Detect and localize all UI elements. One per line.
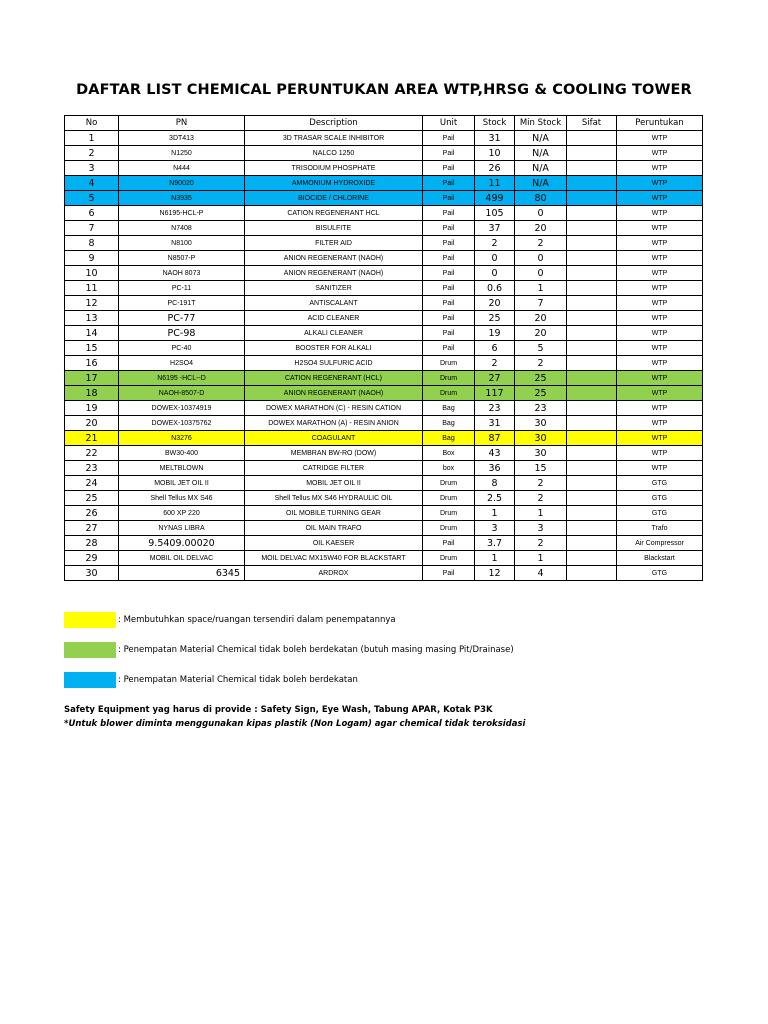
cell-unit: Pail: [423, 161, 475, 176]
cell-peruntukan: WTP: [617, 416, 703, 431]
cell-description: 3D TRASAR SCALE INHIBITOR: [245, 131, 423, 146]
cell-no: 18: [65, 386, 119, 401]
cell-description: ANTISCALANT: [245, 296, 423, 311]
cell-description: BISULFITE: [245, 221, 423, 236]
cell-min-stock: 3: [515, 521, 567, 536]
cell-unit: Bag: [423, 431, 475, 446]
cell-peruntukan: Trafo: [617, 521, 703, 536]
table-row: [65, 296, 703, 311]
cell-stock: 0: [475, 266, 515, 281]
cell-peruntukan: WTP: [617, 251, 703, 266]
header-unit: Unit: [423, 116, 475, 131]
cell-no: 16: [65, 356, 119, 371]
cell-stock: 1: [475, 551, 515, 566]
cell-min-stock: 20: [515, 326, 567, 341]
cell-stock: 37: [475, 221, 515, 236]
cell-unit: Pail: [423, 566, 475, 581]
cell-stock: 11: [475, 176, 515, 191]
table-row: [65, 176, 703, 191]
cell-min-stock: 15: [515, 461, 567, 476]
cell-peruntukan: Blackstart: [617, 551, 703, 566]
cell-sifat: [567, 506, 617, 521]
cell-unit: Pail: [423, 311, 475, 326]
cell-min-stock: 0: [515, 206, 567, 221]
cell-peruntukan: WTP: [617, 296, 703, 311]
cell-pn: BW30-400: [119, 446, 245, 461]
table-row: [65, 401, 703, 416]
cell-description: ALKALI CLEANER: [245, 326, 423, 341]
table-row: [65, 131, 703, 146]
cell-no: 10: [65, 266, 119, 281]
cell-min-stock: 23: [515, 401, 567, 416]
table-row: [65, 551, 703, 566]
cell-pn: Shell Tellus MX S46: [119, 491, 245, 506]
cell-no: 26: [65, 506, 119, 521]
cell-sifat: [567, 131, 617, 146]
cell-unit: Drum: [423, 386, 475, 401]
header-stock: Stock: [475, 116, 515, 131]
cell-stock: 25: [475, 311, 515, 326]
cell-no: 1: [65, 131, 119, 146]
cell-no: 30: [65, 566, 119, 581]
table-row: [65, 416, 703, 431]
cell-unit: Pail: [423, 206, 475, 221]
cell-description: ANION REGENERANT (NAOH): [245, 386, 423, 401]
cell-description: MOBIL JET OIL II: [245, 476, 423, 491]
cell-description: DOWEX MARATHON (A) - RESIN ANION: [245, 416, 423, 431]
table-row: [65, 146, 703, 161]
table-row: [65, 491, 703, 506]
cell-min-stock: 1: [515, 506, 567, 521]
cell-pn: MOBIL OIL DELVAC: [119, 551, 245, 566]
cell-unit: Box: [423, 446, 475, 461]
cell-peruntukan: WTP: [617, 131, 703, 146]
cell-pn: N3276: [119, 431, 245, 446]
cell-no: 5: [65, 191, 119, 206]
cell-sifat: [567, 296, 617, 311]
cell-no: 3: [65, 161, 119, 176]
table-row: [65, 236, 703, 251]
cell-peruntukan: WTP: [617, 206, 703, 221]
legend-swatch: [64, 612, 116, 628]
header-min-stock: Min Stock: [515, 116, 567, 131]
cell-min-stock: 0: [515, 266, 567, 281]
cell-unit: Drum: [423, 551, 475, 566]
cell-min-stock: N/A: [515, 146, 567, 161]
cell-no: 15: [65, 341, 119, 356]
cell-sifat: [567, 431, 617, 446]
cell-description: OIL KAESER: [245, 536, 423, 551]
cell-description: TRISODIUM PHOSPHATE: [245, 161, 423, 176]
cell-description: MOIL DELVAC MX15W40 FOR BLACKSTART: [245, 551, 423, 566]
cell-unit: Pail: [423, 236, 475, 251]
table-row: [65, 251, 703, 266]
cell-peruntukan: WTP: [617, 311, 703, 326]
cell-description: NALCO 1250: [245, 146, 423, 161]
cell-stock: 3: [475, 521, 515, 536]
cell-stock: 8: [475, 476, 515, 491]
cell-description: CATION REGENERANT (HCL): [245, 371, 423, 386]
cell-min-stock: 20: [515, 221, 567, 236]
cell-min-stock: 1: [515, 551, 567, 566]
table-row: [65, 221, 703, 236]
cell-no: 9: [65, 251, 119, 266]
legend-swatch: [64, 642, 116, 658]
cell-sifat: [567, 521, 617, 536]
cell-peruntukan: Air Compressor: [617, 536, 703, 551]
table-row: [65, 386, 703, 401]
cell-peruntukan: WTP: [617, 431, 703, 446]
table-row: [65, 356, 703, 371]
cell-no: 22: [65, 446, 119, 461]
cell-stock: 19: [475, 326, 515, 341]
cell-stock: 499: [475, 191, 515, 206]
cell-peruntukan: WTP: [617, 266, 703, 281]
table-row: [65, 341, 703, 356]
cell-pn: 3DT413: [119, 131, 245, 146]
cell-sifat: [567, 311, 617, 326]
cell-sifat: [567, 281, 617, 296]
cell-no: 11: [65, 281, 119, 296]
cell-stock: 87: [475, 431, 515, 446]
cell-pn: 6345: [119, 566, 245, 581]
cell-min-stock: 2: [515, 476, 567, 491]
cell-sifat: [567, 221, 617, 236]
table-row: [65, 476, 703, 491]
cell-min-stock: 30: [515, 431, 567, 446]
cell-peruntukan: WTP: [617, 161, 703, 176]
cell-no: 4: [65, 176, 119, 191]
cell-sifat: [567, 566, 617, 581]
cell-sifat: [567, 491, 617, 506]
table-row: [65, 266, 703, 281]
cell-pn: NAOH-8507-D: [119, 386, 245, 401]
cell-pn: MELTBLOWN: [119, 461, 245, 476]
cell-sifat: [567, 236, 617, 251]
cell-pn: PC-11: [119, 281, 245, 296]
cell-no: 24: [65, 476, 119, 491]
cell-peruntukan: WTP: [617, 356, 703, 371]
safety-equipment-note: Safety Equipment yag harus di provide : Safety Sign, Eye Wash, Tabung APAR, Kotak P3K: [64, 705, 493, 715]
cell-sifat: [567, 551, 617, 566]
cell-no: 19: [65, 401, 119, 416]
cell-stock: 23: [475, 401, 515, 416]
chemical-table: [64, 115, 703, 581]
cell-description: CATRIDGE FILTER: [245, 461, 423, 476]
cell-unit: Pail: [423, 191, 475, 206]
cell-sifat: [567, 386, 617, 401]
cell-pn: N1250: [119, 146, 245, 161]
cell-peruntukan: GTG: [617, 506, 703, 521]
cell-description: ACID CLEANER: [245, 311, 423, 326]
cell-peruntukan: WTP: [617, 221, 703, 236]
page-title: DAFTAR LIST CHEMICAL PERUNTUKAN AREA WTP,HRSG & COOLING TOWER: [76, 82, 692, 98]
cell-unit: Pail: [423, 251, 475, 266]
legend-item: [64, 672, 358, 688]
cell-sifat: [567, 206, 617, 221]
cell-pn: MOBIL JET OIL II: [119, 476, 245, 491]
cell-unit: Pail: [423, 146, 475, 161]
cell-stock: 0.6: [475, 281, 515, 296]
cell-sifat: [567, 341, 617, 356]
cell-min-stock: 1: [515, 281, 567, 296]
cell-sifat: [567, 176, 617, 191]
legend-text: : Penempatan Material Chemical tidak boleh berdekatan (butuh masing masing Pit/Drainase): [118, 645, 514, 655]
header-no: No: [65, 116, 119, 131]
cell-stock: 27: [475, 371, 515, 386]
legend-item: [64, 612, 396, 628]
cell-stock: 1: [475, 506, 515, 521]
cell-pn: H2SO4: [119, 356, 245, 371]
cell-stock: 31: [475, 131, 515, 146]
cell-sifat: [567, 161, 617, 176]
table-row: [65, 521, 703, 536]
cell-min-stock: 2: [515, 356, 567, 371]
cell-no: 13: [65, 311, 119, 326]
cell-unit: Drum: [423, 521, 475, 536]
cell-stock: 12: [475, 566, 515, 581]
cell-description: COAGULANT: [245, 431, 423, 446]
table-row: [65, 326, 703, 341]
cell-no: 21: [65, 431, 119, 446]
cell-min-stock: 2: [515, 236, 567, 251]
cell-sifat: [567, 266, 617, 281]
cell-no: 8: [65, 236, 119, 251]
cell-no: 2: [65, 146, 119, 161]
cell-no: 6: [65, 206, 119, 221]
cell-sifat: [567, 536, 617, 551]
cell-unit: Pail: [423, 266, 475, 281]
cell-peruntukan: WTP: [617, 326, 703, 341]
cell-no: 12: [65, 296, 119, 311]
cell-pn: N3935: [119, 191, 245, 206]
cell-no: 27: [65, 521, 119, 536]
cell-no: 23: [65, 461, 119, 476]
cell-pn: N8100: [119, 236, 245, 251]
header-pn: PN: [119, 116, 245, 131]
cell-peruntukan: WTP: [617, 386, 703, 401]
cell-sifat: [567, 461, 617, 476]
table-row: [65, 461, 703, 476]
cell-description: AMMONIUM HYDROXIDE: [245, 176, 423, 191]
cell-peruntukan: WTP: [617, 371, 703, 386]
table-row: [65, 371, 703, 386]
cell-unit: Drum: [423, 476, 475, 491]
cell-pn: N6195 -HCL--D: [119, 371, 245, 386]
cell-min-stock: 20: [515, 311, 567, 326]
cell-sifat: [567, 446, 617, 461]
cell-sifat: [567, 146, 617, 161]
cell-description: DOWEX MARATHON (C) - RESIN CATION: [245, 401, 423, 416]
cell-no: 20: [65, 416, 119, 431]
cell-unit: Pail: [423, 281, 475, 296]
cell-stock: 0: [475, 251, 515, 266]
cell-unit: Drum: [423, 371, 475, 386]
cell-peruntukan: WTP: [617, 446, 703, 461]
cell-pn: N8507-P: [119, 251, 245, 266]
cell-sifat: [567, 251, 617, 266]
blower-note: *Untuk blower diminta menggunakan kipas plastik (Non Logam) agar chemical tidak teroksidasi: [64, 719, 526, 729]
cell-description: CATION REGENERANT HCL: [245, 206, 423, 221]
legend-swatch: [64, 672, 116, 688]
cell-peruntukan: GTG: [617, 566, 703, 581]
cell-description: ANION REGENERANT (NAOH): [245, 251, 423, 266]
cell-peruntukan: GTG: [617, 476, 703, 491]
table-body: [65, 131, 703, 581]
table-header-row: [65, 116, 703, 131]
cell-stock: 3.7: [475, 536, 515, 551]
cell-description: SANITIZER: [245, 281, 423, 296]
cell-description: ANION REGENERANT (NAOH): [245, 266, 423, 281]
table-row: [65, 536, 703, 551]
cell-no: 17: [65, 371, 119, 386]
cell-no: 7: [65, 221, 119, 236]
cell-sifat: [567, 476, 617, 491]
cell-peruntukan: WTP: [617, 146, 703, 161]
cell-unit: Bag: [423, 401, 475, 416]
cell-unit: Pail: [423, 536, 475, 551]
legend-text: : Penempatan Material Chemical tidak boleh berdekatan: [118, 675, 358, 685]
cell-pn: DOWEX-10374919: [119, 401, 245, 416]
cell-unit: Pail: [423, 221, 475, 236]
table-row: [65, 506, 703, 521]
cell-no: 25: [65, 491, 119, 506]
table-row: [65, 281, 703, 296]
cell-peruntukan: WTP: [617, 401, 703, 416]
cell-description: FILTER AID: [245, 236, 423, 251]
cell-pn: NAOH 8073: [119, 266, 245, 281]
cell-pn: NYNAS LIBRA: [119, 521, 245, 536]
cell-pn: 9.5409.00020: [119, 536, 245, 551]
cell-min-stock: 25: [515, 371, 567, 386]
cell-pn: N6195-HCL-P: [119, 206, 245, 221]
cell-unit: Pail: [423, 341, 475, 356]
cell-min-stock: 30: [515, 416, 567, 431]
cell-min-stock: 5: [515, 341, 567, 356]
table-row: [65, 206, 703, 221]
legend-item: [64, 642, 514, 658]
cell-peruntukan: WTP: [617, 341, 703, 356]
cell-stock: 2.5: [475, 491, 515, 506]
cell-description: OIL MAIN TRAFO: [245, 521, 423, 536]
cell-peruntukan: WTP: [617, 236, 703, 251]
header-description: Description: [245, 116, 423, 131]
cell-stock: 20: [475, 296, 515, 311]
table-row: [65, 311, 703, 326]
cell-stock: 10: [475, 146, 515, 161]
cell-sifat: [567, 401, 617, 416]
cell-min-stock: 2: [515, 491, 567, 506]
cell-sifat: [567, 326, 617, 341]
header-peruntukan: Peruntukan: [617, 116, 703, 131]
cell-description: MEMBRAN BW-RO (DOW): [245, 446, 423, 461]
cell-unit: Pail: [423, 326, 475, 341]
cell-pn: N90020: [119, 176, 245, 191]
cell-peruntukan: WTP: [617, 461, 703, 476]
cell-peruntukan: WTP: [617, 281, 703, 296]
cell-sifat: [567, 356, 617, 371]
cell-unit: Bag: [423, 416, 475, 431]
cell-min-stock: N/A: [515, 131, 567, 146]
cell-sifat: [567, 416, 617, 431]
cell-no: 29: [65, 551, 119, 566]
cell-description: BIOCIDE / CHLORINE: [245, 191, 423, 206]
cell-stock: 43: [475, 446, 515, 461]
cell-pn: 600 XP 220: [119, 506, 245, 521]
cell-sifat: [567, 371, 617, 386]
header-sifat: Sifat: [567, 116, 617, 131]
cell-pn: N444: [119, 161, 245, 176]
cell-unit: box: [423, 461, 475, 476]
cell-stock: 26: [475, 161, 515, 176]
cell-min-stock: 4: [515, 566, 567, 581]
table-row: [65, 191, 703, 206]
cell-min-stock: 30: [515, 446, 567, 461]
cell-description: Shell Tellus MX S46 HYDRAULIC OIL: [245, 491, 423, 506]
cell-peruntukan: GTG: [617, 491, 703, 506]
cell-no: 14: [65, 326, 119, 341]
cell-pn: DOWEX-10375762: [119, 416, 245, 431]
table-row: [65, 161, 703, 176]
cell-stock: 2: [475, 356, 515, 371]
cell-min-stock: 0: [515, 251, 567, 266]
legend-text: : Membutuhkan space/ruangan tersendiri dalam penempatannya: [118, 615, 396, 625]
cell-unit: Pail: [423, 296, 475, 311]
table-row: [65, 566, 703, 581]
cell-unit: Drum: [423, 491, 475, 506]
cell-unit: Drum: [423, 356, 475, 371]
cell-unit: Drum: [423, 506, 475, 521]
cell-pn: PC-191T: [119, 296, 245, 311]
cell-stock: 36: [475, 461, 515, 476]
cell-sifat: [567, 191, 617, 206]
cell-description: H2SO4 SULFURIC ACID: [245, 356, 423, 371]
cell-pn: PC-40: [119, 341, 245, 356]
cell-min-stock: 7: [515, 296, 567, 311]
cell-stock: 6: [475, 341, 515, 356]
cell-pn: N7408: [119, 221, 245, 236]
cell-description: BOOSTER FOR ALKALI: [245, 341, 423, 356]
cell-unit: Pail: [423, 131, 475, 146]
cell-pn: PC-77: [119, 311, 245, 326]
cell-peruntukan: WTP: [617, 176, 703, 191]
cell-description: OIL MOBILE TURNING GEAR: [245, 506, 423, 521]
cell-min-stock: N/A: [515, 176, 567, 191]
cell-no: 28: [65, 536, 119, 551]
cell-stock: 117: [475, 386, 515, 401]
cell-stock: 2: [475, 236, 515, 251]
cell-description: ARDROX: [245, 566, 423, 581]
cell-unit: Pail: [423, 176, 475, 191]
cell-peruntukan: WTP: [617, 191, 703, 206]
cell-min-stock: N/A: [515, 161, 567, 176]
cell-stock: 31: [475, 416, 515, 431]
table-row: [65, 446, 703, 461]
cell-min-stock: 25: [515, 386, 567, 401]
cell-pn: PC-98: [119, 326, 245, 341]
cell-stock: 105: [475, 206, 515, 221]
cell-min-stock: 2: [515, 536, 567, 551]
table-row: [65, 431, 703, 446]
cell-min-stock: 80: [515, 191, 567, 206]
